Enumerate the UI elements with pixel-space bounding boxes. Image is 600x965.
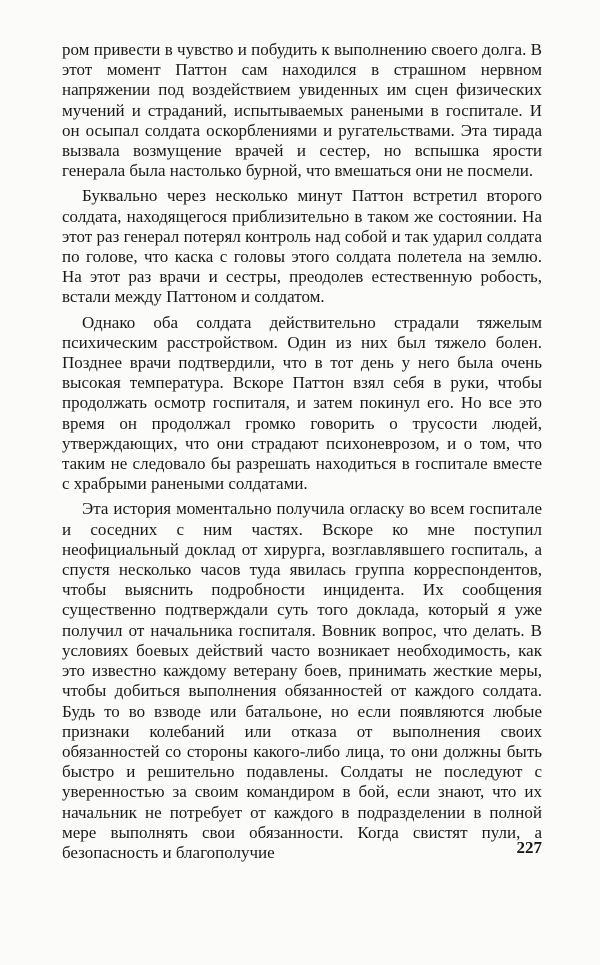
paragraph-2: Буквально через несколько минут Паттон встретил второго солдата, находящегося приблизительно в таком же состоянии. На этот раз генерал потерял контроль над собой и так ударил солдата по голове, что каска с головы этого солдата полетела на землю. На этот раз врачи и сестры, преодолев естественную робость, встали между Паттоном и солдатом.: [62, 186, 542, 307]
paragraph-1: ром привести в чувство и побудить к выполнению своего долга. В этот момент Паттон сам находился в страшном нервном напряжении под воздействием увиденных им сцен физических мучений и страданий, испытываемых ранеными в госпитале. И он осыпал солдата оскорблениями и ругательствами. Эта тирада вызвала возмущение врачей и сестер, но вспышка ярости генерала была настолько бурной, что вмешаться они не посмели.: [62, 40, 542, 181]
paragraph-3: Однако оба солдата действительно страдали тяжелым психическим расстройством. Один из них был тяжело болен. Позднее врачи подтвердили, что в тот день у него была очень высокая температура. Вскоре Паттон взял себя в руки, чтобы продолжать осмотр госпиталя, и затем покинул его. Но все это время он продолжал громко говорить о трусости людей, утверждающих, что они страдают психоневрозом, и о том, что таким не следовало бы разрешать находиться в госпитале вместе с храбрыми ранеными солдатами.: [62, 312, 542, 494]
paragraph-4: Эта история моментально получила огласку во всем госпитале и соседних с ним частях. Вскоре ко мне поступил неофициальный доклад от хирурга, возглавлявшего госпиталь, а спустя несколько часов туда явилась группа корреспондентов, чтобы выяснить подробности инцидента. Их сообщения существенно подтверждали суть того доклада, который я уже получил от начальника госпиталя. Вовник вопрос, что делать. В условиях боевых действий часто возникает необходимость, как это известно каждому ветерану боев, принимать жесткие меры, чтобы добиться выполнения обязанностей от каждого солдата. Будь то во взводе или батальоне, но если появляются любые признаки колебаний или отказа от выполнения своих обязанностей со стороны какого-либо лица, то они должны быть быстро и решительно подавлены. Солдаты не последуют с уверенностью за своим командиром в бой, если знают, что их начальник не потребует от каждого в подразделении в полной мере выполнять свои обязанности. Когда свистят пули, а безопасность и благополучие: [62, 499, 542, 862]
page-number: 227: [516, 838, 542, 857]
body-text: [62, 40, 542, 868]
